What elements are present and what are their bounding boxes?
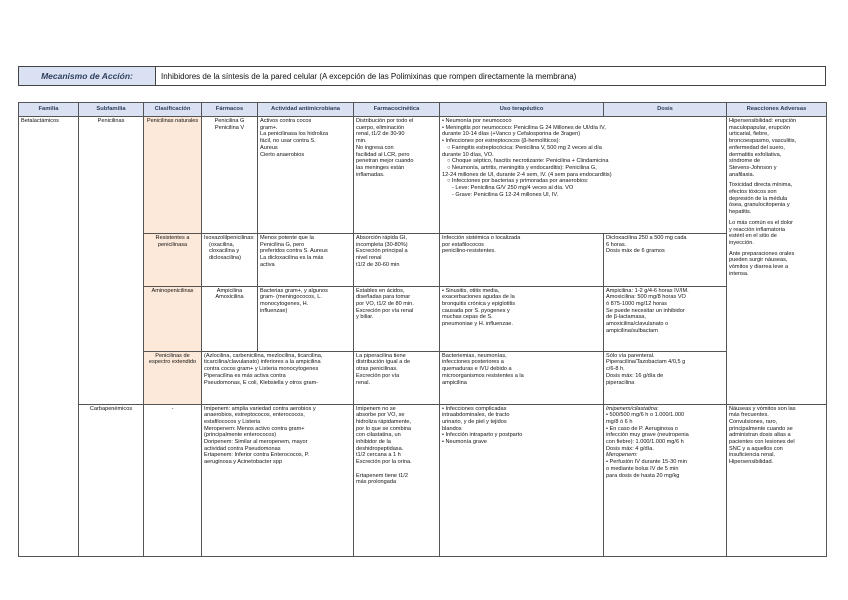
text-line: estéril en el sitio de [729,233,777,240]
dose-resistentes [604,233,727,286]
text-line: ósea, granulocitopenia y [729,202,790,209]
text-line: Imipenem no se [356,405,396,412]
text-line: La piperacilina tiene [356,352,406,359]
text-line: penicilino-resistentes. [442,248,496,255]
text-line: Toxicidad directa mínima, [729,182,793,189]
text-line: SNC y a aquellos con [729,445,783,452]
text-line: piperacilina [606,379,635,386]
pk-resistentes [354,233,440,286]
text-line: incompleta (30-80%) [356,241,408,248]
header-uso: Uso terapéutico [440,103,604,117]
text-line: causada por S. pyogenes y [442,307,510,314]
text-line: depresión de la médula [729,195,788,202]
text-line: inhibidor de la [356,439,391,446]
text-line: Meropenem: [606,452,638,459]
text-line: Lo más común es el dolor [729,219,794,226]
text-line: por VO, t1/2 de 80 min. [356,301,414,308]
classification-naturales: Penicilinas naturales [144,117,202,234]
text-line: Menos potente que la [260,234,314,241]
activity-resistentes [258,233,354,286]
classification-espectro: Penicilinas de espectro extendido [144,351,202,404]
text-line: infecciones posteriores a [442,359,504,366]
subfamily-carbapenemicos: Carbapenémicos [79,404,144,556]
text-line: Dosis máx: 16 g/día de [606,372,664,379]
text-line: urinario, y de piel y tejidos [442,418,507,425]
text-line: inyección. [729,239,754,246]
use-naturales [440,117,727,234]
text-line: Excreción por la orina. [356,459,412,466]
adverse-paragraph [729,220,824,247]
text-line: ○ Neumonía, artritis, meningitis y endocarditis): Penicilina G, [447,164,597,171]
text-line: absorbe por VO, se [356,412,405,419]
text-line: Hipersensibilidad. [729,459,774,466]
text-line: distribución igual a de [356,359,411,366]
adverse-paragraph [729,182,824,216]
text-line: Doripenem: Similar al meropenem, mayor [204,439,308,446]
text-line: gram+. [260,124,278,131]
text-line: anafilaxia. [729,171,755,178]
pk-espectro [354,351,440,404]
text-line: durante 10-14 días (+Vanco y Cefalosporina de 3ragen) [442,131,581,138]
text-line: ○ Choque séptico, fascitis necrotizante: Penicilina + Clindamicina [447,158,609,165]
text-line: microorganismos resistentes a la [442,372,524,379]
text-line: muchas cepas de S. [442,314,493,321]
text-line: preferidos contra S. Aureus [260,248,328,255]
text-line: • Meningitis por neumococo: Penicilina G 24 Millones de UI/día IV, [442,124,606,131]
table-header-row [19,103,827,117]
text-line: La penicilinasa los hidroliza [260,131,329,138]
text-line: ○ Infecciones por bacterias y primoradas por anaerobios: [447,178,589,185]
drugs-espectro [202,351,354,404]
header-actividad: Actividad antimicrobiana [258,103,354,117]
text-line: anaerobios, estreptococos, enterococos, [204,412,305,419]
drugs-naturales [202,117,258,234]
text-line: • Infección intraparto y postparto [442,432,523,439]
header-farmacos: Fármacos [202,103,258,117]
text-line: Convulsiones, raro, [729,418,778,425]
text-line: Ertapenem tiene t1/2 [356,472,408,479]
text-line: Amoxicilina: 500 mg/8 horas VO [606,294,686,301]
text-line: penetran mejor cuando [356,158,414,165]
text-line: 6 horas. [606,241,627,248]
drugs-aminopenicilinas [202,286,258,351]
text-line: • Perfusión IV durante 15-30 min [606,459,687,466]
text-line: Piperacilina es más activa contra [204,372,286,379]
header-familia: Familia [19,103,79,117]
text-line: pacientes con lesiones del [729,439,795,446]
text-line: hepatitis. [729,209,752,216]
text-line: Isoxazolilpenicilinas: [204,234,255,241]
text-line: (Azlocilina, carbenicilina, mezlocilina, ticarcilina, [204,352,323,359]
text-line: y reacción inflamatoria [729,226,785,233]
text-line: con cilastatina, un [356,432,401,439]
text-line: durante 10 días, VO. [442,151,494,158]
text-line: pneumoniae y H. influenzae. [442,321,513,328]
text-line: t1/2 de 30-60 min [356,261,400,268]
text-line: Bacterias gram+, y algunos [260,287,328,294]
text-line: ○ Faringitis estreptocócica: Penicilina V, 500 mg 2 veces al día [447,144,602,151]
dose-carbapenemicos [604,404,727,556]
classification-carbapenemicos: - [144,404,202,556]
text-line: • En caso de P. Aeruginosa o [606,425,678,432]
text-line: Distribución por todo el [356,118,414,124]
text-line: ampicilina/sulbactam [606,327,658,334]
text-line: fácil, no usar contra S. [260,138,316,145]
text-line: ó 875-1000 mg/12 horas [606,301,667,308]
text-line: Imipenem: amplia variedad contra aerobios y [204,405,316,412]
text-line [356,466,437,473]
text-line: bronquitis crónica y epiglotitis [442,301,516,308]
text-line: (oxacilina, [209,241,235,248]
text-line: síndrome de [729,158,761,165]
text-line: inflamadas. [356,171,385,178]
classification-aminopenicilinas: Aminopenicilinas [144,286,202,351]
text-line: insuficiencia renal. [729,452,776,459]
text-line: más frecuentes. [729,412,769,419]
text-line: La dicloxacilina es la más [260,254,324,261]
text-line: Pseudomonas, E coli, Klebsiella y otros gram- [204,379,319,386]
text-line: actividad contra Pseudomonas [204,445,281,452]
text-line: intensa. [729,270,749,277]
text-line: Dicloxacilina 250 a 500 mg cada [606,234,687,241]
use-resistentes [440,233,604,286]
text-line: otras penicilinas. [356,366,398,373]
classification-resistentes: Resistentes a penicilinasa [144,233,202,286]
text-line: gram- (meningococos, L. [260,294,322,301]
text-line: Sólo vía parenteral. [606,352,655,359]
text-line: • 500/500 mg/6 h o 1.000/1.000 [606,412,685,419]
text-line: 12-24 millones de UI, durante 2-4 sem, IV. (4 sem para endocarditis) [442,171,612,178]
text-line: administran dosis altas a [729,432,791,439]
text-line: • Infecciones complicadas [442,405,507,412]
text-line: t1/2 cercana a 1 h [356,452,401,459]
text-line: cloxacilina y [209,248,240,255]
text-line: facilidad al LCR, pero [356,151,410,158]
text-line: dicloxacilina) [209,254,242,261]
text-line: Penicilina V [214,124,245,131]
text-line: infección muy grave (neutropenia [606,432,689,439]
text-line: principalmente cuando se [729,425,793,432]
table-row [19,117,827,234]
text-line: urticarial, fiebre, [729,131,769,138]
text-line: Penicilina G, pero [260,241,305,248]
text-line: Excreción por vía [356,372,400,379]
text-line: enfermedad del suero, [729,144,785,151]
text-line: Ertapenem: Inferior contra Enterococos, P. [204,452,310,459]
use-aminopenicilinas [440,286,604,351]
text-line: de β-lactamasa, [606,314,646,321]
family-cell: Betalactámicos [19,117,79,557]
text-line: (principalmente enterococos) [204,432,277,439]
text-line: Náuseas y vómitos son las [729,405,796,412]
text-line: dermatitis exfoliativa, [729,151,782,158]
text-line: renal, t1/2 de 30-90 [356,131,405,138]
text-line: estafilococos y Listeria [204,418,261,425]
text-line: nivel renal [356,254,382,261]
text-line: exacerbaciones agudas de la [442,294,515,301]
text-line: Excreción por vía renal [356,307,414,314]
dose-aminopenicilinas [604,286,727,351]
activity-naturales [258,117,354,234]
text-line: c/6-8 h. [606,366,625,373]
text-line: Bacteriemias, neumonías, [442,352,507,359]
text-line: • Infecciones por estreptococos (β-hemolíticos): [442,138,561,145]
text-line: aeruginosa y Acinetobacter spp [204,459,283,466]
text-line: - Leve: Penicilina G/V 250 mg/4 veces al día. VO [452,185,574,192]
text-line: min. [356,138,367,145]
text-line: Se puede necesitar un inhibidor [606,307,685,314]
text-line: blandos [442,425,462,432]
text-line: influenzae) [260,307,288,314]
adverse-paragraph [729,118,824,178]
text-line: Infección sistémica o localizada [442,234,521,241]
text-line: pueden surgir náuseas, [729,257,788,264]
text-line: Ampicilina: 1-2 g/4-6 horas IV/IM. [606,287,689,294]
header-reacciones: Reacciones Adversas [727,103,827,117]
text-line: renal. [356,379,370,386]
text-line: Dosis máx: 4 g/día. [606,445,654,452]
text-line: mg/8 ó 6 h [606,418,633,425]
text-line: • Neumonía por neumococo [442,118,512,124]
text-line: Imipenem/cilastatina: [606,405,659,412]
adverse-paragraph [729,251,824,278]
text-line: hidroliza rápidamente, [356,418,412,425]
text-line: • Sinusitis, otitis media, [442,287,500,294]
text-line: - Grave: Penicilina G 12-24 millones UI, IV. [452,191,559,198]
text-line: vómitos y diarrea leve a [729,264,789,271]
text-line: ampicilina [442,379,467,386]
text-line: maculopapular, erupción [729,124,790,131]
table-row [19,404,827,556]
text-line: Penicilina G [214,118,245,124]
header-farmacocinetica: Farmacocinética [354,103,440,117]
text-line: para dosis de hasta 20 mg/kg [606,472,680,479]
adverse-penicilinas [727,117,827,405]
use-espectro [440,351,604,404]
text-line: o mediante bolus IV de 5 min [606,465,679,472]
text-line: ticarcilina/clavulanato) inferiores a la ampicilina [204,359,321,366]
adverse-carbapenemicos [727,404,827,556]
text-line: Excreción principal a [356,248,408,255]
text-line: Piperacilina/Tazobactam 4/0,5 g [606,359,686,366]
pk-aminopenicilinas [354,286,440,351]
text-line: Ampicilina [216,287,243,294]
mechanism-label: Mecanismo de Acción: [19,67,156,85]
text-line: quemaduras e IVU debido a [442,366,512,373]
pk-carbapenemicos [354,404,440,556]
text-line: Ante preparaciones orales [729,250,795,257]
text-line: por estafilococos [442,241,484,248]
mechanism-value: Inhibidores de la síntesis de la pared celular (A excepción de las Polimixinas que rompen directamente la membrana) [161,71,577,81]
activity-aminopenicilinas [258,286,354,351]
text-line: las meninges están [356,164,405,171]
text-line: Hipersensibilidad: erupción [729,118,797,124]
header-dosis: Dosis [604,103,727,117]
text-line: amoxicilina/clavulanato o [606,321,669,328]
drugs-resistentes [202,233,258,286]
text-line: por lo que se combina [356,425,412,432]
text-line: No ingresa con [356,144,394,151]
use-carbapenemicos [440,404,604,556]
text-line: • Neumonía grave [442,439,487,446]
text-line: activa [260,261,275,268]
drugs-carbapenemicos [202,404,354,556]
text-line: Aureus [260,144,278,151]
text-line: Dosis máx de 6 gramos [606,248,665,255]
text-line: deshidropeptidasa. [356,445,404,452]
text-line: Absorción rápida GI, [356,234,407,241]
text-line: más prolongada [356,479,397,486]
text-line: cuerpo, eliminación [356,124,405,131]
subfamily-penicilinas: Penicilinas [79,117,144,405]
dose-espectro [604,351,727,404]
header-clasificacion: Clasificación [144,103,202,117]
text-line: Amoxicilina [215,294,244,301]
drug-table [18,102,827,557]
text-line: y biliar. [356,314,374,321]
text-line: Cierto anaerobios [260,151,305,158]
text-line: intraabdominales, de tracto [442,412,510,419]
text-line: diseñadas para tomar [356,294,411,301]
mechanism-box [18,66,826,86]
text-line: Stevens-Johnson y [729,164,777,171]
text-line: Activos contra cocos [260,118,312,124]
text-line: con fiebre): 1.000/1.000 mg/6 h [606,439,684,446]
text-line: Estables en ácidos, [356,287,405,294]
text-line: monocytogenes, H. [260,301,309,308]
pk-naturales [354,117,440,234]
text-line: Meropenem: Menos activo contra gram+ [204,425,305,432]
text-line: efectos tóxicos son [729,189,777,196]
text-line: contra cocos gram+ y Listeria monocytogenes [204,366,319,373]
header-subfamilia: Subfamilia [79,103,144,117]
text-line: broncoespasmo, vasculitis, [729,138,797,145]
